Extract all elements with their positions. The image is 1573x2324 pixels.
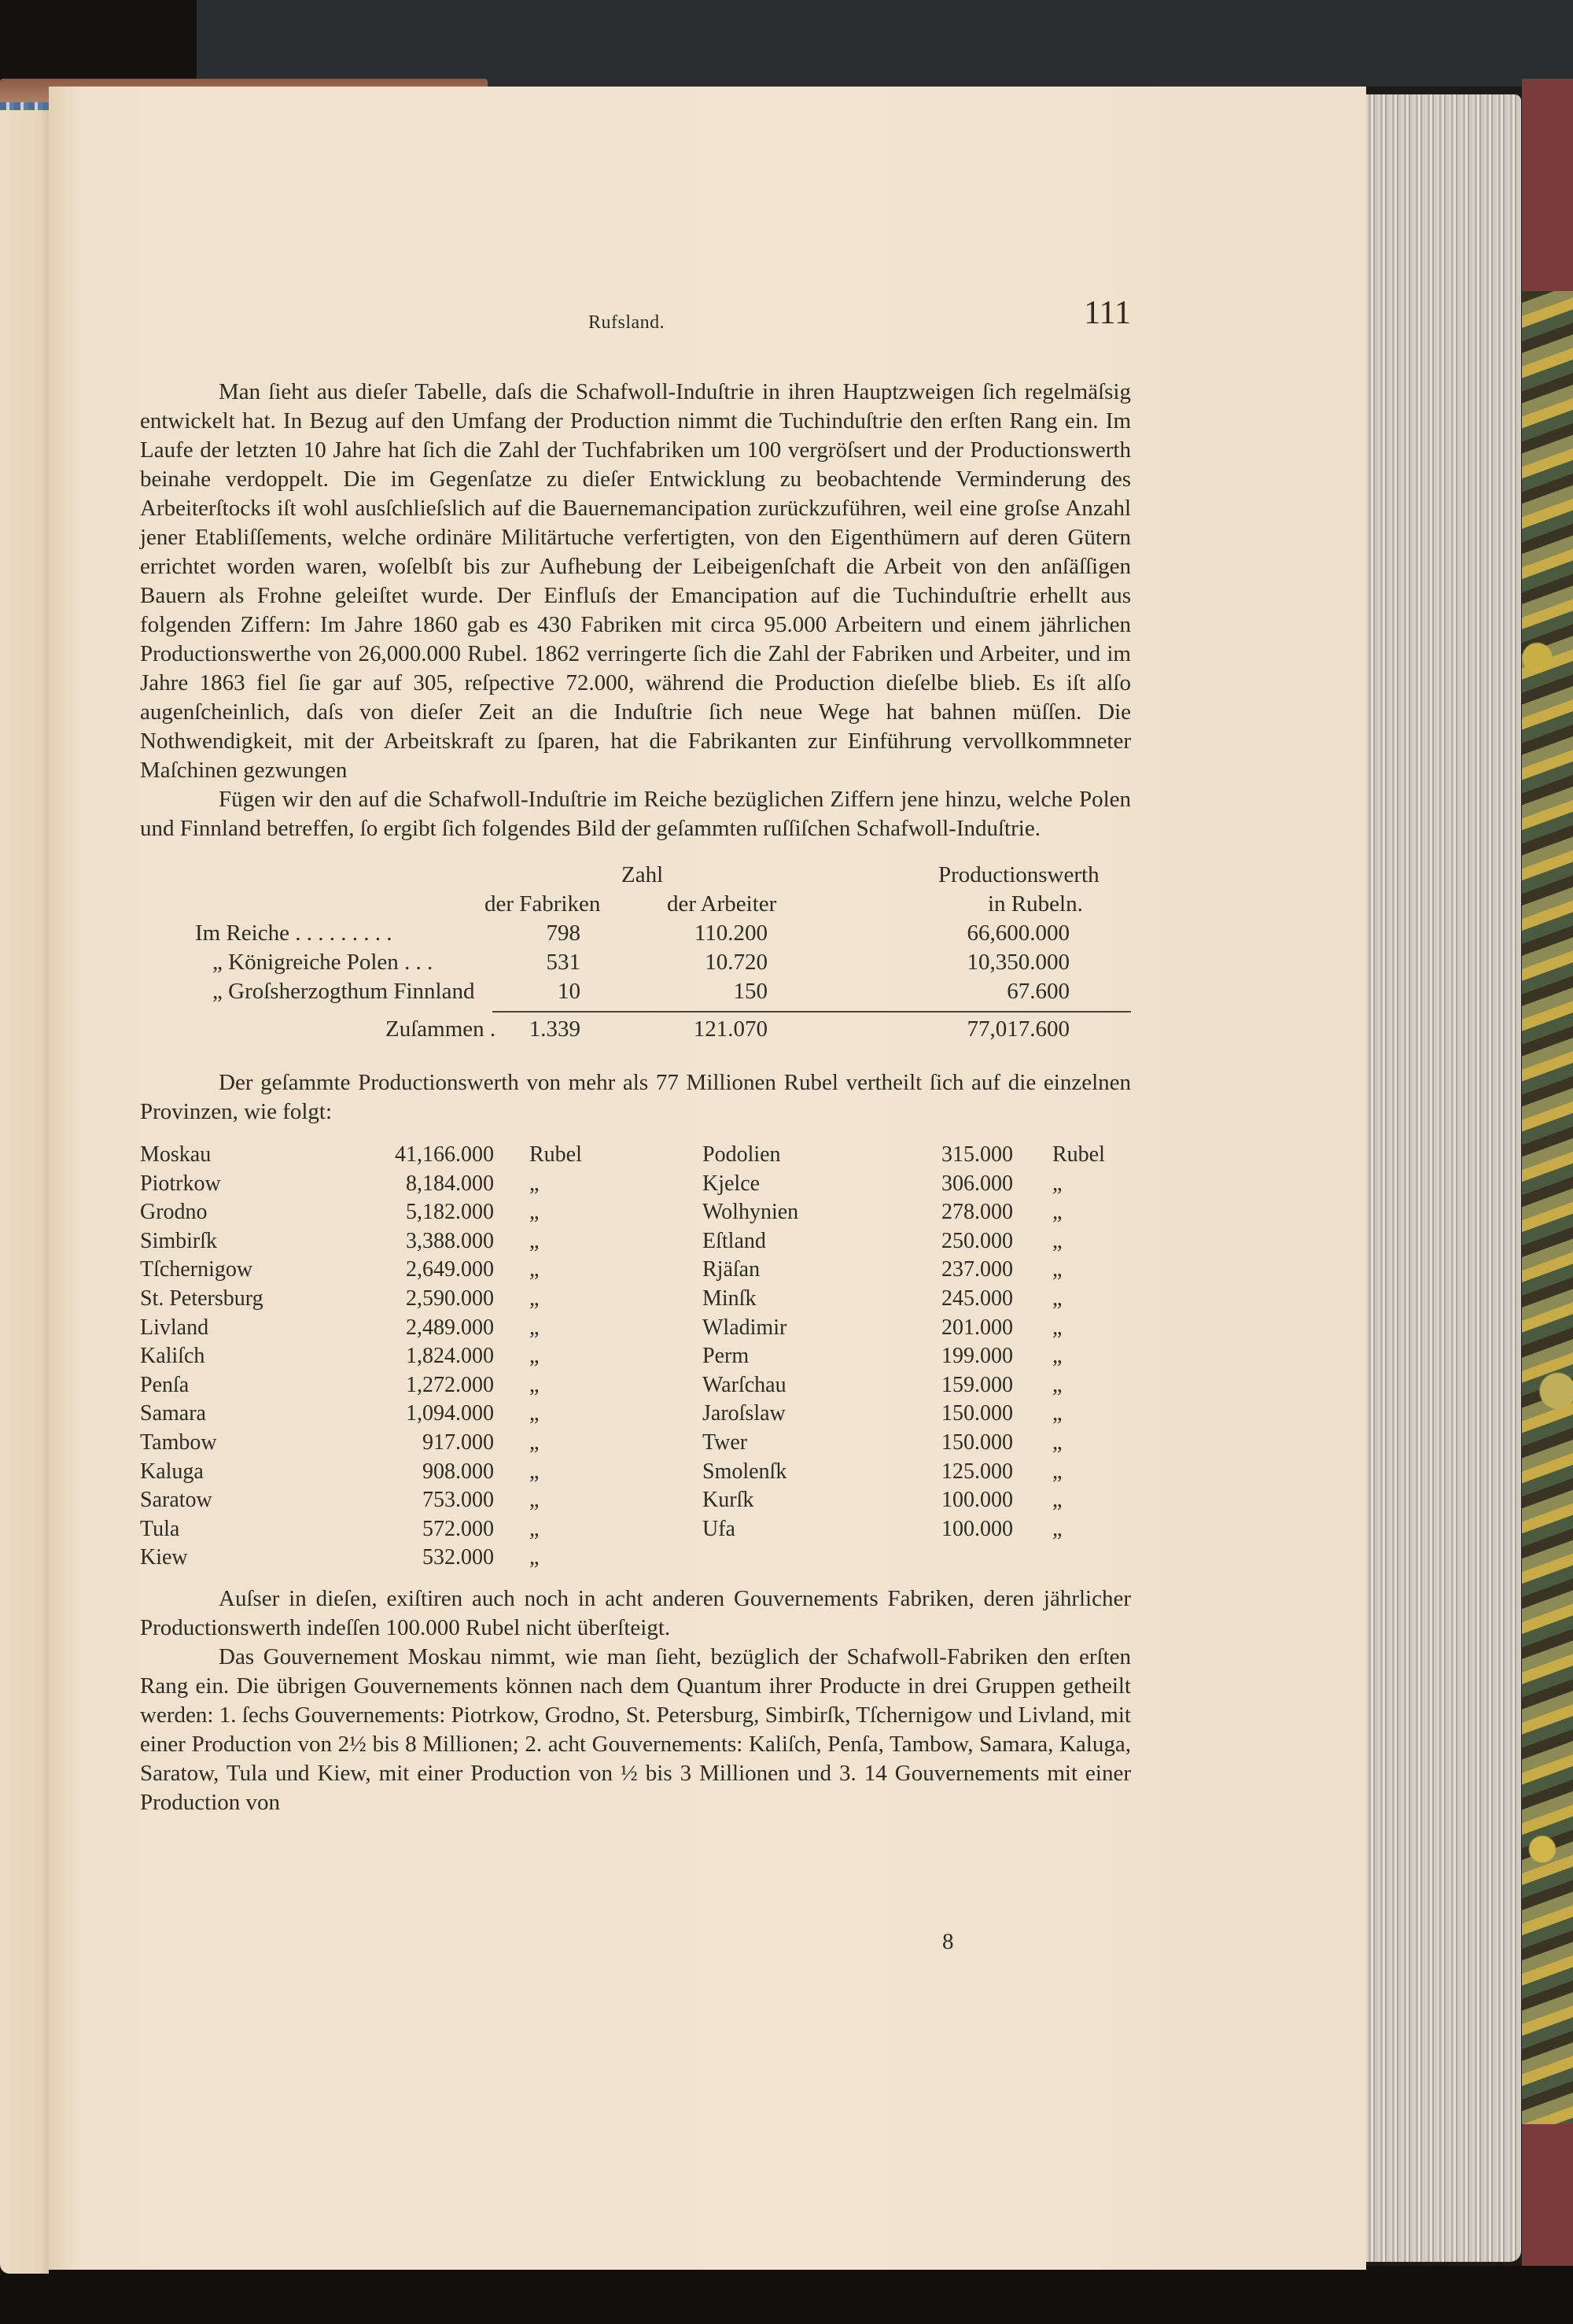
province-name: Perm	[702, 1344, 750, 1369]
province-unit: „	[529, 1228, 540, 1253]
province-row	[702, 1486, 1131, 1515]
cell-fabriken: 10	[558, 979, 580, 1004]
province-value: 278.000	[941, 1200, 1013, 1225]
province-name: Kaluga	[140, 1459, 204, 1484]
province-value: 100.000	[941, 1516, 1013, 1541]
province-value: 237.000	[941, 1257, 1013, 1282]
province-unit: „	[1052, 1429, 1063, 1455]
province-unit: „	[1052, 1459, 1063, 1484]
province-row	[702, 1256, 1131, 1285]
province-name: Minſk	[702, 1286, 757, 1311]
province-name: Tambow	[140, 1429, 217, 1455]
province-unit: „	[1052, 1171, 1063, 1196]
province-unit: „	[529, 1545, 540, 1570]
row-label: Im Reiche . . . . . . . . .	[195, 920, 392, 946]
running-head: Rufsland.	[588, 312, 665, 333]
province-row	[140, 1544, 643, 1573]
province-value: 3,388.000	[406, 1228, 494, 1253]
province-name: Piotrkow	[140, 1171, 221, 1196]
province-value: 917.000	[422, 1429, 494, 1455]
province-value: 5,182.000	[406, 1200, 494, 1225]
province-unit: „	[529, 1315, 540, 1340]
cell-fabriken: 798	[546, 920, 580, 946]
province-value: 2,590.000	[406, 1286, 494, 1311]
province-name: Kiew	[140, 1545, 188, 1570]
province-name: Smolenſk	[702, 1459, 787, 1484]
province-value: 1,824.000	[406, 1344, 494, 1369]
table-row	[140, 948, 1131, 977]
province-unit: „	[529, 1401, 540, 1426]
province-name: Tſchernigow	[140, 1257, 253, 1282]
province-row	[702, 1458, 1131, 1487]
paragraph: Das Gouvernement Moskau nimmt, wie man ſieht, bezüglich der Schafwoll-Fabriken den erſten Rang ein. Die übrigen Gouvernements können nach dem Quantum ihrer Producte in drei Gruppen getheilt werden: 1. ſechs Gouvernements: Piotrkow, Grodno, St. Petersburg, Simbirſk, Tſchernigow und Livland, mit einer Production von 2½ bis 8 Millionen; 2. acht Gouvernements: Kaliſch, Penſa, Tambow, Samara, Kaluga, Saratow, Tula und Kiew, mit einer Production von ½ bis 3 Millionen und 3. 14 Gouvernements mit einer Production von	[140, 1644, 1131, 1815]
province-unit: „	[529, 1459, 540, 1484]
province-value: 753.000	[422, 1488, 494, 1513]
paragraph: Auſser in dieſen, exiſtiren auch noch in acht anderen Gouvernements Fabriken, deren jährlicher Productionswerth indeſſen 100.000 Rubel nicht überſteigt.	[140, 1586, 1131, 1640]
facing-page-edge	[0, 110, 49, 2274]
column-header: der Fabriken	[484, 891, 601, 917]
province-name: Moskau	[140, 1142, 212, 1167]
province-row	[702, 1198, 1131, 1227]
province-row	[140, 1170, 643, 1199]
province-name: Jaroſslaw	[702, 1401, 786, 1426]
column-header: Productionswerth	[938, 862, 1100, 887]
province-unit: „	[1052, 1228, 1063, 1253]
province-value: 2,489.000	[406, 1315, 494, 1340]
province-row	[140, 1429, 643, 1458]
paragraph: Der geſammte Productionswerth von mehr als 77 Millionen Rubel vertheilt ſich auf die einzelnen Provinzen, wie folgt:	[140, 1070, 1131, 1124]
total-rule	[492, 1011, 1131, 1013]
page-content	[140, 295, 1131, 1817]
province-unit: „	[529, 1516, 540, 1541]
province-row	[140, 1285, 643, 1314]
table-row	[140, 977, 1131, 1006]
paragraph: Man ſieht aus dieſer Tabelle, daſs die Schafwoll-Induſtrie in ihren Hauptzweigen ſich regelmäſsig entwickelt hat. In Bezug auf den Umfang der Production nimmt die Tuchinduſtrie den erſten Rang ein. Im Laufe der letzten 10 Jahre hat ſich die Zahl der Tuchfabriken um 100 vergröſsert und der Productionswerth beinahe verdoppelt. Die im Gegenſatze zu dieſer Entwicklung zu beobachtende Verminderung des Arbeiterſtocks iſt wohl ausſchlieſslich auf die Bauernemancipation zurückzuführen, weil eine groſse Anzahl jener Etabliſſements, welche ordinäre Militärtuche verfertigten, von den Eigenthümern auf deren Gütern errichtet worden waren, woſelbſt bis zur Aufhebung der Leibeigenſchaft die Arbeit von den anſäſſigen Bauern als Frohne geleiſtet wurde. Der Einfluſs der Emancipation auf die Tuchinduſtrie erhellt aus folgenden Ziffern: Im Jahre 1860 gab es 430 Fabriken mit circa 95.000 Arbeitern und einem jährlichen Productionswerthe von 26,000.000 Rubel. 1862 verringerte ſich die Zahl der Fabriken und Arbeiter, und im Jahre 1863 fiel ſie gar auf 305, reſpective 72.000, während die Production dieſelbe blieb. Es iſt alſo augenſcheinlich, daſs von dieſer Zeit an die Induſtrie ſich neue Wege hat bahnen müſſen. Die Nothwendigkeit, mit der Arbeitskraft zu ſparen, hat die Fabrikanten zur Einführung vervollkommneter Maſchinen gezwungen	[140, 379, 1131, 783]
province-value: 306.000	[941, 1171, 1013, 1196]
province-row	[702, 1429, 1131, 1458]
province-unit: „	[529, 1372, 540, 1397]
province-row	[140, 1400, 643, 1429]
province-name: Penſa	[140, 1372, 190, 1397]
province-name: Livland	[140, 1315, 209, 1340]
province-value: 201.000	[941, 1315, 1013, 1340]
province-value: 315.000	[941, 1142, 1013, 1167]
province-row	[702, 1342, 1131, 1371]
column-group-header: Zahl	[621, 862, 664, 887]
province-name: Eſtland	[702, 1228, 766, 1253]
province-name: Rjäſan	[702, 1257, 761, 1282]
province-unit: „	[1052, 1286, 1063, 1311]
province-row	[140, 1198, 643, 1227]
province-unit: „	[1052, 1372, 1063, 1397]
cell-arbeiter: 150	[733, 979, 768, 1004]
provinces-table	[140, 1141, 1131, 1581]
province-unit: „	[1052, 1516, 1063, 1541]
total-label: Zuſammen .	[385, 1016, 496, 1042]
province-value: 8,184.000	[406, 1171, 494, 1196]
province-name: St. Petersburg	[140, 1286, 263, 1311]
province-unit: „	[1052, 1315, 1063, 1340]
province-value: 908.000	[422, 1459, 494, 1484]
row-label: „ Groſsherzogthum Finnland	[212, 979, 475, 1004]
scan-backdrop	[0, 0, 1573, 87]
province-unit: „	[1052, 1401, 1063, 1426]
province-unit: „	[1052, 1488, 1063, 1513]
province-row	[702, 1314, 1131, 1343]
province-row	[702, 1141, 1131, 1170]
province-row	[702, 1515, 1131, 1544]
province-unit: „	[529, 1488, 540, 1513]
province-name: Warſchau	[702, 1372, 786, 1397]
province-name: Ufa	[702, 1516, 735, 1541]
province-name: Podolien	[702, 1142, 781, 1167]
cell-wert: 67.600	[1007, 979, 1070, 1004]
province-value: 532.000	[422, 1545, 494, 1570]
province-value: 250.000	[941, 1228, 1013, 1253]
table-row	[140, 919, 1131, 948]
province-name: Kjelce	[702, 1171, 761, 1196]
cell-arbeiter: 10.720	[705, 950, 768, 975]
province-row	[140, 1227, 643, 1256]
province-unit: „	[1052, 1344, 1063, 1369]
province-value: 150.000	[941, 1401, 1013, 1426]
province-unit: „	[529, 1286, 540, 1311]
province-name: Kurſk	[702, 1488, 754, 1513]
province-value: 199.000	[941, 1344, 1013, 1369]
paragraph: Fügen wir den auf die Schafwoll-Induſtrie im Reiche bezüglichen Ziffern jene hinzu, welche Polen und Finnland betreffen, ſo ergibt ſich folgendes Bild der geſammten ruſſiſchen Schafwoll-Induſtrie.	[140, 787, 1131, 841]
province-name: Twer	[702, 1429, 748, 1455]
cell-wert: 66,600.000	[967, 920, 1070, 946]
province-unit: „	[529, 1200, 540, 1225]
province-value: 1,094.000	[406, 1401, 494, 1426]
province-name: Kaliſch	[140, 1344, 205, 1369]
province-unit: „	[529, 1429, 540, 1455]
province-value: 159.000	[941, 1372, 1013, 1397]
province-row	[702, 1227, 1131, 1256]
table-header-row	[140, 861, 1131, 890]
province-row	[140, 1371, 643, 1400]
province-unit: „	[529, 1257, 540, 1282]
table-total-row	[140, 1015, 1131, 1044]
province-unit: „	[529, 1171, 540, 1196]
province-row	[140, 1256, 643, 1285]
province-row	[140, 1486, 643, 1515]
province-row	[140, 1342, 643, 1371]
row-label: „ Königreiche Polen . . .	[212, 950, 433, 975]
provinces-left-column	[140, 1141, 643, 1573]
province-name: Tula	[140, 1516, 180, 1541]
page-stack-edges	[1354, 94, 1521, 2262]
province-row	[140, 1141, 643, 1170]
cell-arbeiter: 110.200	[694, 920, 768, 946]
province-unit: Rubel	[1052, 1142, 1105, 1167]
province-unit: „	[1052, 1257, 1063, 1282]
province-unit: Rubel	[529, 1142, 582, 1167]
province-name: Wladimir	[702, 1315, 787, 1340]
province-value: 100.000	[941, 1488, 1013, 1513]
province-row	[140, 1458, 643, 1487]
province-value: 245.000	[941, 1286, 1013, 1311]
total-arbeiter: 121.070	[693, 1016, 768, 1042]
provinces-right-column	[702, 1141, 1131, 1544]
total-wert: 77,017.600	[967, 1016, 1070, 1042]
page-number: 111	[1084, 295, 1131, 331]
province-name: Wolhynien	[702, 1200, 799, 1225]
signature-mark: 8	[942, 1929, 954, 1954]
column-header: der Arbeiter	[667, 891, 777, 917]
total-fabriken: 1.339	[529, 1016, 580, 1042]
province-row	[140, 1314, 643, 1343]
province-value: 125.000	[941, 1459, 1013, 1484]
province-value: 572.000	[422, 1516, 494, 1541]
marbled-endpaper	[1522, 291, 1573, 2124]
province-name: Grodno	[140, 1200, 208, 1225]
province-row	[702, 1400, 1131, 1429]
province-name: Saratow	[140, 1488, 212, 1513]
summary-table	[140, 861, 1131, 1057]
province-name: Simbirſk	[140, 1228, 218, 1253]
province-value: 1,272.000	[406, 1372, 494, 1397]
province-row	[702, 1371, 1131, 1400]
province-row	[140, 1515, 643, 1544]
province-value: 41,166.000	[395, 1142, 494, 1167]
province-value: 150.000	[941, 1429, 1013, 1455]
province-unit: „	[529, 1344, 540, 1369]
province-unit: „	[1052, 1200, 1063, 1225]
column-header: in Rubeln.	[988, 891, 1083, 917]
cell-wert: 10,350.000	[967, 950, 1070, 975]
table-header-row	[140, 890, 1131, 919]
province-row	[702, 1170, 1131, 1199]
scan-backdrop-bottom	[0, 2266, 1573, 2324]
cell-fabriken: 531	[546, 950, 580, 975]
province-name: Samara	[140, 1401, 206, 1426]
page-header	[140, 295, 1131, 346]
province-value: 2,649.000	[406, 1257, 494, 1282]
province-row	[702, 1285, 1131, 1314]
